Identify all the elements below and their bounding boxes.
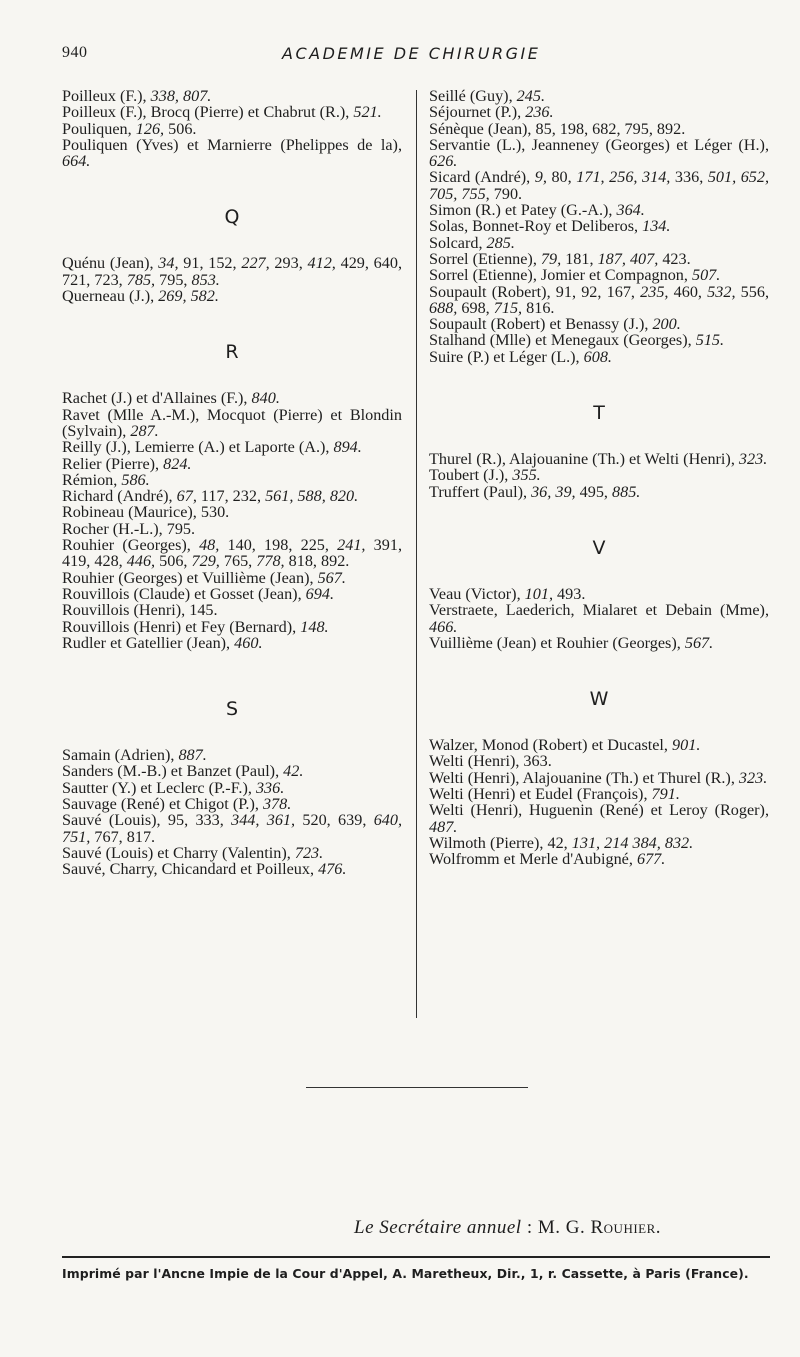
- page-ref-italic: 344, 361,: [231, 811, 296, 830]
- page-ref-italic: 378.: [262, 795, 292, 814]
- signature-line: [354, 1217, 661, 1239]
- page-ref-italic: 723.: [294, 843, 324, 862]
- entry-text: Toubert (J.),: [429, 466, 513, 485]
- index-entry: [62, 456, 402, 472]
- page-ref-italic: 412,: [307, 254, 336, 273]
- section-gap: [62, 169, 402, 207]
- page-ref-italic: 126,: [135, 119, 165, 138]
- entry-text: Sicard (André),: [429, 168, 535, 187]
- entry-text: Walzer, Monod (Robert) et Ducastel,: [429, 736, 673, 755]
- page-ref-italic: 824.: [163, 454, 192, 473]
- entry-text: Sauvé (Louis) et Charry (Valentin),: [62, 843, 295, 862]
- page-ref-italic: 626.: [429, 152, 458, 171]
- page-ref-italic: 446,: [126, 552, 156, 571]
- signature-name-prefix: M. G.: [537, 1217, 591, 1238]
- page-ref-italic: 476.: [318, 860, 347, 879]
- index-entry: [62, 861, 402, 877]
- page-ref-italic: 640, 751,: [62, 811, 403, 846]
- index-entry: [62, 602, 402, 618]
- page-ref-italic: 171, 256, 314,: [576, 168, 671, 187]
- entry-text: Rachet (J.) et d'Allaines (F.),: [62, 389, 252, 408]
- index-entry: [62, 255, 402, 288]
- index-entry: [429, 235, 769, 251]
- index-entry: [62, 845, 402, 861]
- index-entry: [62, 104, 402, 120]
- entry-text: Séjournet (P.),: [429, 103, 526, 122]
- index-entry: [429, 169, 769, 202]
- index-entry: [429, 202, 769, 218]
- entry-text: Servantie (L.), Jeanneney (Georges) et Léger (H.),: [429, 135, 769, 154]
- section-letter-r: R: [225, 341, 239, 364]
- entry-text: Rouvillois (Claude) et Gosset (Jean),: [62, 584, 306, 603]
- page-ref-italic: 487.: [429, 817, 458, 836]
- entry-text: Truffert (Paul),: [429, 482, 532, 501]
- entry-text: Sénèque (Jean), 85, 198, 682, 795, 892.: [429, 119, 686, 138]
- page-ref-italic: 287.: [130, 421, 159, 440]
- index-entry: [429, 88, 769, 104]
- section-letter-t: T: [593, 402, 605, 425]
- entry-text: 181,: [561, 249, 598, 268]
- index-entry: [62, 439, 402, 455]
- entry-text: Samain (Adrien),: [62, 746, 179, 765]
- index-entry: [429, 753, 769, 769]
- entry-text: Reilly (J.), Lemierre (A.) et Laporte (A.),: [62, 438, 334, 457]
- page-ref-italic: 677.: [636, 850, 666, 869]
- page-ref-italic: 236.: [525, 103, 554, 122]
- page-ref-italic: 688,: [429, 298, 458, 317]
- page-ref-italic: 235,: [640, 282, 669, 301]
- signature-separator: :: [521, 1217, 538, 1238]
- index-entry: [429, 467, 769, 483]
- entry-text: 460,: [668, 282, 708, 301]
- section-letter-v: V: [592, 536, 606, 559]
- entry-text: 818, 892.: [284, 552, 350, 571]
- page-ref-italic: 285.: [486, 233, 515, 252]
- index-entry: [429, 451, 769, 467]
- page-ref-italic: 48,: [199, 536, 220, 555]
- entry-text: 790.: [489, 184, 523, 203]
- entry-text: Sauvage (René) et Chigot (P.),: [62, 795, 263, 814]
- page-ref-italic: 460.: [234, 633, 263, 652]
- running-head: ACADEMIE DE CHIRURGIE: [282, 44, 541, 63]
- index-entry: [429, 635, 769, 651]
- page-ref-italic: 507.: [691, 266, 721, 285]
- index-entry: [62, 121, 402, 137]
- section-letter-q: Q: [224, 206, 240, 229]
- entry-text: 140, 198, 225,: [219, 536, 338, 555]
- index-entry: [62, 390, 402, 406]
- entry-text: Rouhier (Georges),: [62, 536, 200, 555]
- page-ref-italic: 9,: [534, 168, 547, 187]
- entry-text: 698,: [457, 298, 494, 317]
- entry-text: 506,: [155, 552, 192, 571]
- page-ref-italic: 101,: [524, 584, 553, 603]
- page-ref-italic: 567.: [684, 633, 714, 652]
- index-entry: [62, 619, 402, 635]
- index-column-left: [62, 88, 402, 878]
- page-ref-italic: 501, 652, 705, 755,: [429, 168, 770, 203]
- entry-text: Rocher (H.-L.), 795.: [62, 519, 196, 538]
- entry-text: Seillé (Guy),: [429, 87, 517, 105]
- entry-text: Thurel (R.), Alajouanine (Th.) et Welti (Henri),: [429, 450, 739, 469]
- index-entry: [62, 763, 402, 779]
- index-entry: [62, 747, 402, 763]
- index-entry: [62, 88, 402, 104]
- index-entry: [429, 332, 769, 348]
- entry-text: Sauvé (Louis), 95, 333,: [62, 811, 232, 830]
- index-entry: [62, 796, 402, 812]
- entry-text: 520, 639,: [295, 811, 374, 830]
- page-ref-italic: 785,: [126, 270, 156, 289]
- entry-text: Rémion,: [62, 470, 122, 489]
- entry-text: 423.: [658, 249, 691, 268]
- page-header: [62, 44, 768, 66]
- entry-text: Rudler et Gatellier (Jean),: [62, 633, 235, 652]
- entry-text: Relier (Pierre),: [62, 454, 164, 473]
- section-letter-w: W: [589, 688, 609, 711]
- entry-text: Sorrel (Etienne),: [429, 249, 541, 268]
- page-ref-italic: 36, 39,: [531, 482, 576, 501]
- page-ref-italic: 694.: [305, 584, 334, 603]
- index-entry: [429, 770, 769, 786]
- page-ref-italic: 336.: [255, 778, 285, 797]
- page-ref-italic: 187, 407,: [597, 249, 659, 268]
- entry-text: 117, 232,: [196, 487, 266, 506]
- page-ref-italic: 887.: [178, 746, 207, 765]
- entry-text: Veau (Victor),: [429, 584, 525, 603]
- index-entry: [429, 851, 769, 867]
- entry-text: 493.: [553, 584, 586, 603]
- page-ref-italic: 42.: [283, 762, 304, 781]
- entry-text: Wolfromm et Merle d'Aubigné,: [429, 850, 637, 869]
- entry-text: Rouvillois (Henri), 145.: [62, 601, 218, 620]
- page-ref-italic: 608.: [583, 347, 612, 366]
- entry-text: Stalhand (Mlle) et Menegaux (Georges),: [429, 331, 696, 350]
- page-ref-italic: 338, 807.: [150, 87, 212, 105]
- entry-text: 506.: [164, 119, 197, 138]
- page-ref-italic: 241,: [337, 536, 366, 555]
- entry-text: Welti (Henri) et Eudel (François),: [429, 785, 652, 804]
- page-ref-italic: 515.: [695, 331, 725, 350]
- footer-rule: [62, 1256, 770, 1258]
- section-gap: [429, 423, 769, 451]
- entry-text: Sauvé, Charry, Chicandard et Poilleux,: [62, 860, 319, 879]
- index-entry: [429, 316, 769, 332]
- page-ref-italic: 79,: [540, 249, 562, 268]
- index-entry: [62, 472, 402, 488]
- index-entry: [429, 267, 769, 283]
- page-ref-italic: 227,: [241, 254, 270, 273]
- section-gap: [429, 500, 769, 538]
- section-gap: [62, 719, 402, 747]
- column-divider: [416, 90, 417, 1018]
- section-letter-s: S: [225, 698, 239, 721]
- entry-text: 91, 152,: [178, 254, 242, 273]
- entry-text: 795,: [155, 270, 192, 289]
- page-ref-italic: 561, 588, 820.: [265, 487, 359, 506]
- page-ref-italic: 586.: [121, 470, 150, 489]
- section-gap: [62, 304, 402, 342]
- index-entry: [62, 137, 402, 170]
- page-ref-italic: 853.: [191, 270, 220, 289]
- index-entry: [62, 407, 402, 440]
- index-entry: [62, 504, 402, 520]
- entry-text: 336,: [670, 168, 708, 187]
- page-ref-italic: 67,: [176, 487, 197, 506]
- section-gap: [429, 365, 769, 403]
- index-entry: [429, 104, 769, 120]
- index-entry: [429, 484, 769, 500]
- page-ref-italic: 715,: [493, 298, 523, 317]
- entry-text: Solcard,: [429, 233, 487, 252]
- entry-text: Soupault (Robert), 91, 92, 167,: [429, 282, 641, 301]
- index-entry: [429, 586, 769, 602]
- entry-text: Rouvillois (Henri) et Fey (Bernard),: [62, 617, 301, 636]
- entry-text: Simon (R.) et Patey (G.-A.),: [429, 201, 617, 220]
- signature-name: Rouhier.: [590, 1217, 662, 1238]
- section-gap: [429, 558, 769, 586]
- index-entry: [62, 288, 402, 304]
- entry-text: Sautter (Y.) et Leclerc (P.-F.),: [62, 778, 256, 797]
- printer-imprint: Imprimé par l'Ancne Impie de la Cour d'Appel, A. Maretheux, Dir., 1, r. Cassette, à Paris (France).: [62, 1266, 749, 1281]
- entry-text: Sorrel (Etienne), Jomier et Compagnon,: [429, 266, 692, 285]
- entry-text: Suire (P.) et Léger (L.),: [429, 347, 584, 366]
- index-entry: [62, 570, 402, 586]
- entry-text: 767, 817.: [90, 827, 156, 846]
- page-ref-italic: 840.: [251, 389, 280, 408]
- section-gap: [429, 651, 769, 689]
- page-ref-italic: 885.: [612, 482, 641, 501]
- entry-text: 495,: [575, 482, 613, 501]
- entry-text: Rouhier (Georges) et Vuillième (Jean),: [62, 568, 318, 587]
- index-entry: [62, 488, 402, 504]
- index-entry: [429, 602, 769, 635]
- page-ref-italic: 664.: [62, 152, 91, 171]
- index-entry: [429, 835, 769, 851]
- page-ref-italic: 466.: [429, 617, 458, 636]
- page-ref-italic: 148.: [300, 617, 329, 636]
- index-entry: [429, 121, 769, 137]
- index-entry: [62, 635, 402, 651]
- index-entry: [429, 737, 769, 753]
- entry-text: Welti (Henri), Alajouanine (Th.) et Thurel (R.),: [429, 768, 739, 787]
- index-entry: [62, 780, 402, 796]
- entry-text: Ravet (Mlle A.-M.), Mocquot (Pierre) et Blondin (Sylvain),: [62, 405, 402, 440]
- entry-text: Verstraete, Laederich, Mialaret et Debain (Mme),: [429, 601, 769, 620]
- page-ref-italic: 901.: [672, 736, 701, 755]
- index-entry: [429, 251, 769, 267]
- page-ref-italic: 729,: [191, 552, 220, 571]
- entry-text: 293,: [269, 254, 308, 273]
- page-ref-italic: 323.: [738, 450, 768, 469]
- page-ref-italic: 355.: [512, 466, 541, 485]
- entry-text: 556,: [735, 282, 769, 301]
- end-rule: [306, 1087, 528, 1088]
- entry-text: Robineau (Maurice), 530.: [62, 503, 230, 522]
- entry-text: 816.: [522, 298, 555, 317]
- entry-text: Vuillième (Jean) et Rouhier (Georges),: [429, 633, 685, 652]
- page-ref-italic: 567.: [317, 568, 346, 587]
- index-entry: [429, 786, 769, 802]
- entry-text: Welti (Henri), 363.: [429, 752, 552, 771]
- section-gap: [62, 227, 402, 255]
- index-entry: [429, 349, 769, 365]
- index-entry: [62, 537, 402, 570]
- entry-text: Sanders (M.-B.) et Banzet (Paul),: [62, 762, 284, 781]
- signature-label: Le Secrétaire annuel: [354, 1217, 522, 1238]
- entry-text: Quénu (Jean),: [62, 254, 159, 273]
- entry-text: Querneau (J.),: [62, 287, 159, 306]
- index-entry: [429, 284, 769, 317]
- entry-text: Welti (Henri), Huguenin (René) et Leroy (Roger),: [429, 801, 769, 820]
- page-number: 940: [62, 44, 88, 61]
- page-ref-italic: 131, 214 384, 832.: [571, 833, 694, 852]
- section-gap: [62, 362, 402, 390]
- index-entry: [62, 812, 402, 845]
- entry-text: Richard (André),: [62, 487, 177, 506]
- page-ref-italic: 364.: [616, 201, 645, 220]
- entry-text: Pouliquen,: [62, 119, 136, 138]
- page-ref-italic: 521.: [353, 103, 382, 122]
- entry-text: 429, 640, 721, 723,: [62, 254, 403, 289]
- entry-text: Soupault (Robert) et Benassy (J.),: [429, 315, 653, 334]
- entry-text: Pouliquen (Yves) et Marnierre (Phelippes de la),: [62, 135, 402, 154]
- page-ref-italic: 791.: [651, 785, 680, 804]
- index-entry: [429, 218, 769, 234]
- page-ref-italic: 134.: [642, 217, 671, 236]
- entry-text: Solas, Bonnet-Roy et Deliberos,: [429, 217, 643, 236]
- index-entry: [429, 802, 769, 835]
- entry-text: Poilleux (F.), Brocq (Pierre) et Chabrut (R.),: [62, 103, 354, 122]
- page-ref-italic: 532,: [707, 282, 736, 301]
- page-ref-italic: 245.: [516, 87, 545, 105]
- index-entry: [62, 586, 402, 602]
- index-entry: [62, 521, 402, 537]
- entry-text: Wilmoth (Pierre), 42,: [429, 833, 572, 852]
- section-gap: [62, 651, 402, 699]
- page-ref-italic: 778,: [256, 552, 285, 571]
- page-ref-italic: 894.: [333, 438, 362, 457]
- section-gap: [429, 709, 769, 737]
- entry-text: 765,: [219, 552, 257, 571]
- page-ref-italic: 34,: [158, 254, 179, 273]
- entry-text: 391, 419, 428,: [62, 536, 403, 571]
- index-column-right: [429, 88, 769, 868]
- entry-text: Poilleux (F.),: [62, 87, 151, 105]
- index-entry: [429, 137, 769, 170]
- page-ref-italic: 200.: [652, 315, 681, 334]
- page-ref-italic: 323.: [738, 768, 768, 787]
- page-ref-italic: 269, 582.: [158, 287, 219, 306]
- entry-text: 80,: [546, 168, 577, 187]
